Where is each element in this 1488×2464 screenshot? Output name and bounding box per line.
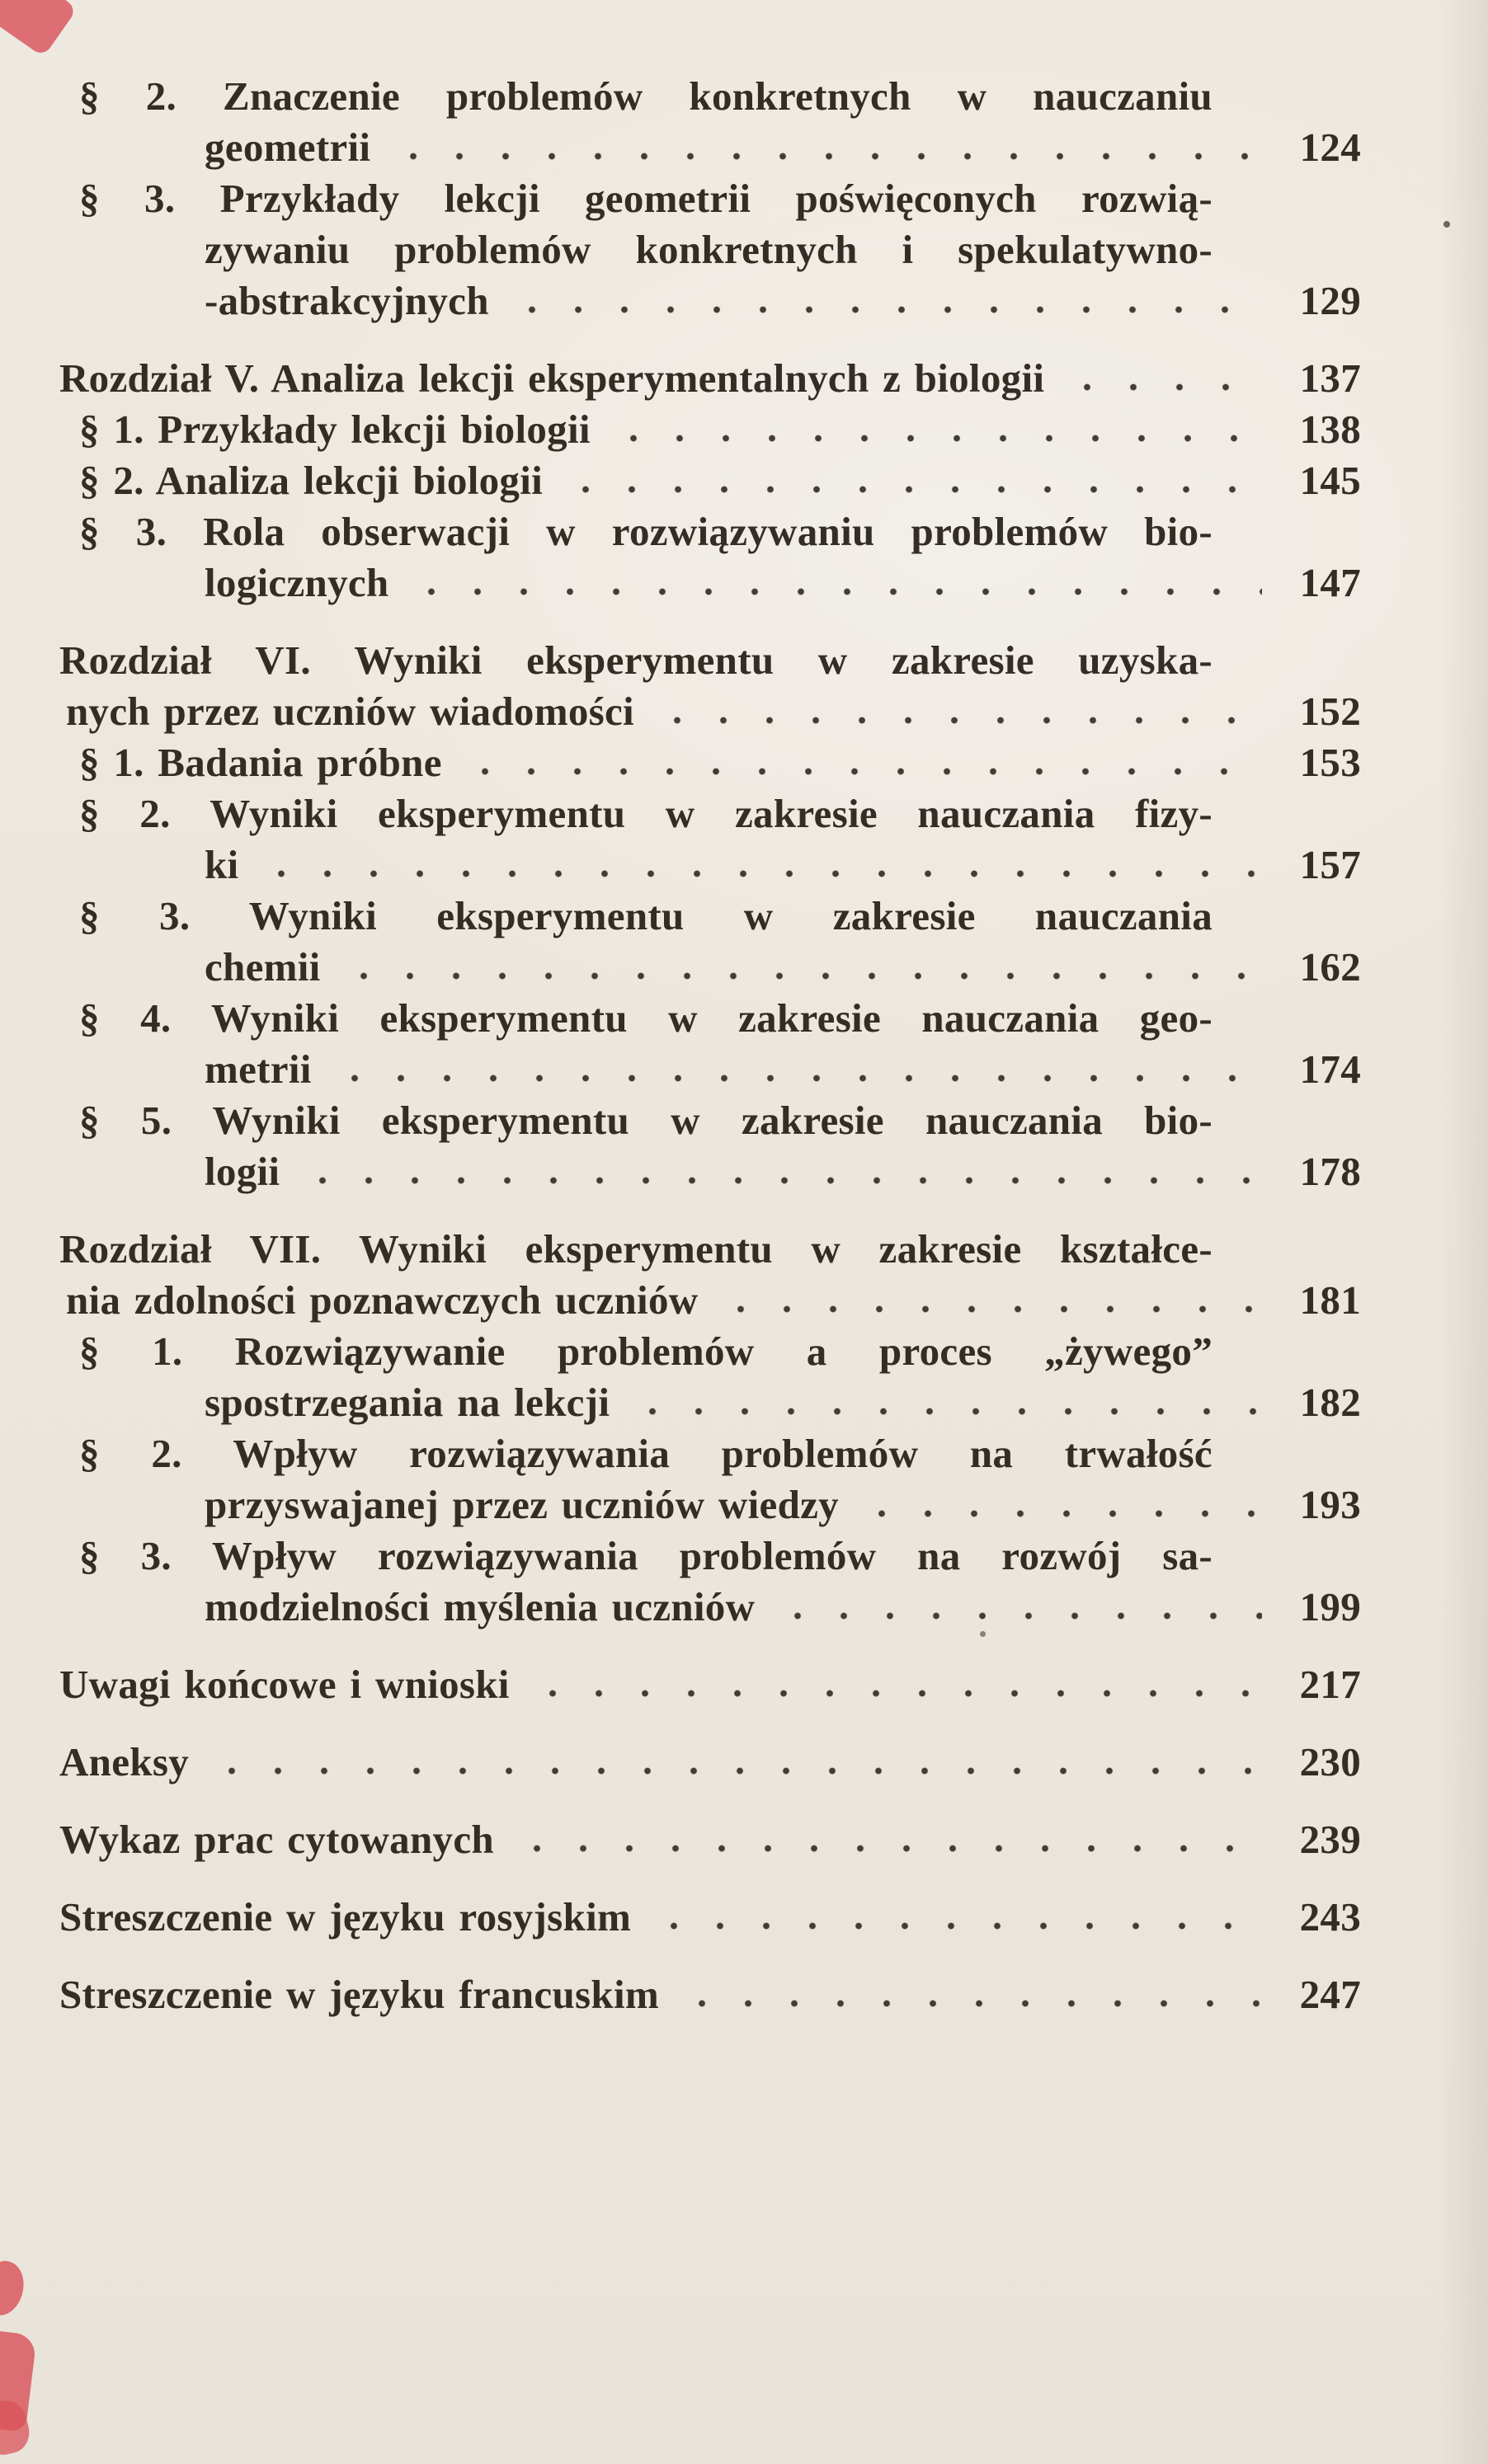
toc-entry [59,1095,1361,1197]
ink-speck [1443,221,1450,228]
toc-entry-last-line [79,404,1361,455]
toc-entry [59,71,1361,173]
toc-entry [59,1659,1361,1710]
toc-entry-title: § 1. Badania próbne [79,740,442,785]
toc-entry [59,737,1361,788]
toc-entry-title: geometrii [205,125,371,170]
red-ink-mark-edge-3 [0,2396,34,2459]
toc-entry-last-line [59,1659,1361,1710]
toc-entry-last-line [205,122,1361,173]
toc-entry-title: -abstrakcyjnych [205,278,489,323]
toc-entry [59,1969,1361,2020]
toc-entry-last-line [205,557,1361,609]
toc-entry-last-line [205,839,1361,891]
toc-entry-title: nych przez uczniów wiadomości [66,689,634,734]
page-number: 230 [1299,1739,1361,1785]
toc-entry-title: chemii [205,944,321,990]
page-number: 182 [1299,1380,1361,1425]
toc-entry [59,1737,1361,1788]
toc-entry [59,1224,1361,1326]
dot-leader [202,1737,1262,1788]
toc-entry-title: ki [205,842,239,887]
dot-leader [507,1814,1262,1865]
toc-entry-last-line [59,353,1361,404]
toc-entry-last-line [205,1479,1361,1531]
toc-entry-title: § 2. Analiza lekcji biologii [79,458,544,503]
toc-entry-line: § 2. Wpływ rozwiązywania problemów na trwałość [79,1431,1213,1476]
toc-entry [59,404,1361,455]
toc-entry-title: spostrzegania na lekcji [205,1380,610,1425]
dot-leader [556,455,1262,506]
dot-leader [852,1479,1262,1531]
dot-leader [711,1275,1262,1326]
toc-entry-last-line [205,1146,1361,1197]
toc-entry-title: logii [205,1149,280,1194]
dot-leader [1057,353,1262,404]
toc-entry-title: modzielności myślenia uczniów [205,1584,756,1629]
dot-leader [502,275,1262,327]
page-number: 137 [1299,355,1361,401]
toc-entry [59,173,1361,327]
dot-leader [334,942,1262,993]
toc-entry [59,455,1361,506]
toc-entry-line: § 3. Przykłady lekcji geometrii poświęconych rozwią- [79,176,1213,221]
toc-entry-last-line [59,1969,1361,2020]
page-number: 157 [1299,842,1361,887]
table-of-contents [59,71,1361,2020]
toc-entry-title: Wykaz prac cytowanych [59,1817,494,1862]
page-number: 193 [1299,1482,1361,1527]
toc-entry-last-line [66,1275,1361,1326]
toc-entry [59,1531,1361,1633]
toc-entry-title: Uwagi końcowe i wnioski [59,1662,510,1707]
dot-leader [402,557,1262,609]
page-number: 174 [1299,1046,1361,1092]
toc-entry [59,993,1361,1095]
dot-leader [252,839,1262,891]
dot-leader [384,122,1262,173]
toc-entry-title: Aneksy [59,1739,190,1785]
dot-leader [293,1146,1262,1197]
toc-entry-line: Rozdział VII. Wyniki eksperymentu w zakresie kształce- [59,1226,1213,1272]
toc-entry-last-line [205,1044,1361,1095]
dot-leader [768,1582,1262,1633]
toc-entry-line: § 3. Wyniki eksperymentu w zakresie nauczania [79,893,1213,938]
toc-entry [59,1326,1361,1428]
page-number: 129 [1299,278,1361,323]
dot-leader [647,686,1262,737]
toc-entry-title: logicznych [205,560,389,605]
page-number: 162 [1299,944,1361,990]
toc-entry-last-line [59,1892,1361,1943]
toc-entry-last-line [79,455,1361,506]
toc-entry-last-line [205,1582,1361,1633]
toc-entry-last-line [66,686,1361,737]
toc-entry-last-line [205,1377,1361,1428]
dot-leader [644,1892,1262,1943]
page-number: 138 [1299,407,1361,452]
toc-entry-last-line [59,1737,1361,1788]
page-number: 181 [1299,1277,1361,1323]
toc-entry-line: § 1. Rozwiązywanie problemów a proces „żywego” [79,1328,1213,1374]
page-number: 217 [1299,1662,1361,1707]
red-ink-mark-corner [0,0,78,57]
page-number: 153 [1299,740,1361,785]
toc-entry-last-line [59,1814,1361,1865]
toc-entry [59,1892,1361,1943]
page-number: 178 [1299,1149,1361,1194]
toc-entry-title: Rozdział V. Analiza lekcji eksperymentalnych z biologii [59,355,1045,401]
page-number: 239 [1299,1817,1361,1862]
toc-entry [59,1428,1361,1531]
toc-entry-line: § 3. Rola obserwacji w rozwiązywaniu problemów bio- [79,509,1213,554]
toc-entry-last-line [205,275,1361,327]
toc-entry-title: Streszczenie w języku francuskim [59,1972,659,2017]
toc-entry-line: § 5. Wyniki eksperymentu w zakresie nauczania bio- [79,1098,1213,1143]
toc-entry-line: § 2. Wyniki eksperymentu w zakresie nauczania fizy- [79,791,1213,836]
toc-entry-line: § 2. Znaczenie problemów konkretnych w nauczaniu [79,73,1213,119]
toc-entry-line: § 4. Wyniki eksperymentu w zakresie nauczania geo- [79,995,1213,1041]
toc-entry-line: Rozdział VI. Wyniki eksperymentu w zakresie uzyska- [59,637,1213,683]
page-number: 147 [1299,560,1361,605]
toc-entry-title: nia zdolności poznawczych uczniów [66,1277,699,1323]
toc-entry [59,353,1361,404]
toc-entry-last-line [79,737,1361,788]
toc-entry [59,506,1361,609]
toc-entry-title: Streszczenie w języku rosyjskim [59,1894,632,1940]
toc-entry-line: zywaniu problemów konkretnych i spekulatywno- [205,227,1213,272]
dot-leader [672,1969,1262,2020]
toc-entry [59,635,1361,737]
page-number: 145 [1299,458,1361,503]
dot-leader [523,1659,1262,1710]
toc-entry-line: § 3. Wpływ rozwiązywania problemów na rozwój sa- [79,1533,1213,1578]
dot-leader [325,1044,1262,1095]
red-ink-mark-edge-1 [0,2256,31,2321]
toc-entry-title: § 1. Przykłady lekcji biologii [79,407,591,452]
page-number: 199 [1299,1584,1361,1629]
toc-entry-title: metrii [205,1046,312,1092]
toc-entry-title: przyswajanej przez uczniów wiedzy [205,1482,839,1527]
page-number: 152 [1299,689,1361,734]
page-number: 243 [1299,1894,1361,1940]
toc-entry [59,891,1361,993]
toc-entry [59,788,1361,891]
dot-leader [455,737,1262,788]
page-number: 124 [1299,125,1361,170]
toc-entry [59,1814,1361,1865]
dot-leader [604,404,1262,455]
toc-entry-last-line [205,942,1361,993]
page-number: 247 [1299,1972,1361,2017]
dot-leader [623,1377,1262,1428]
